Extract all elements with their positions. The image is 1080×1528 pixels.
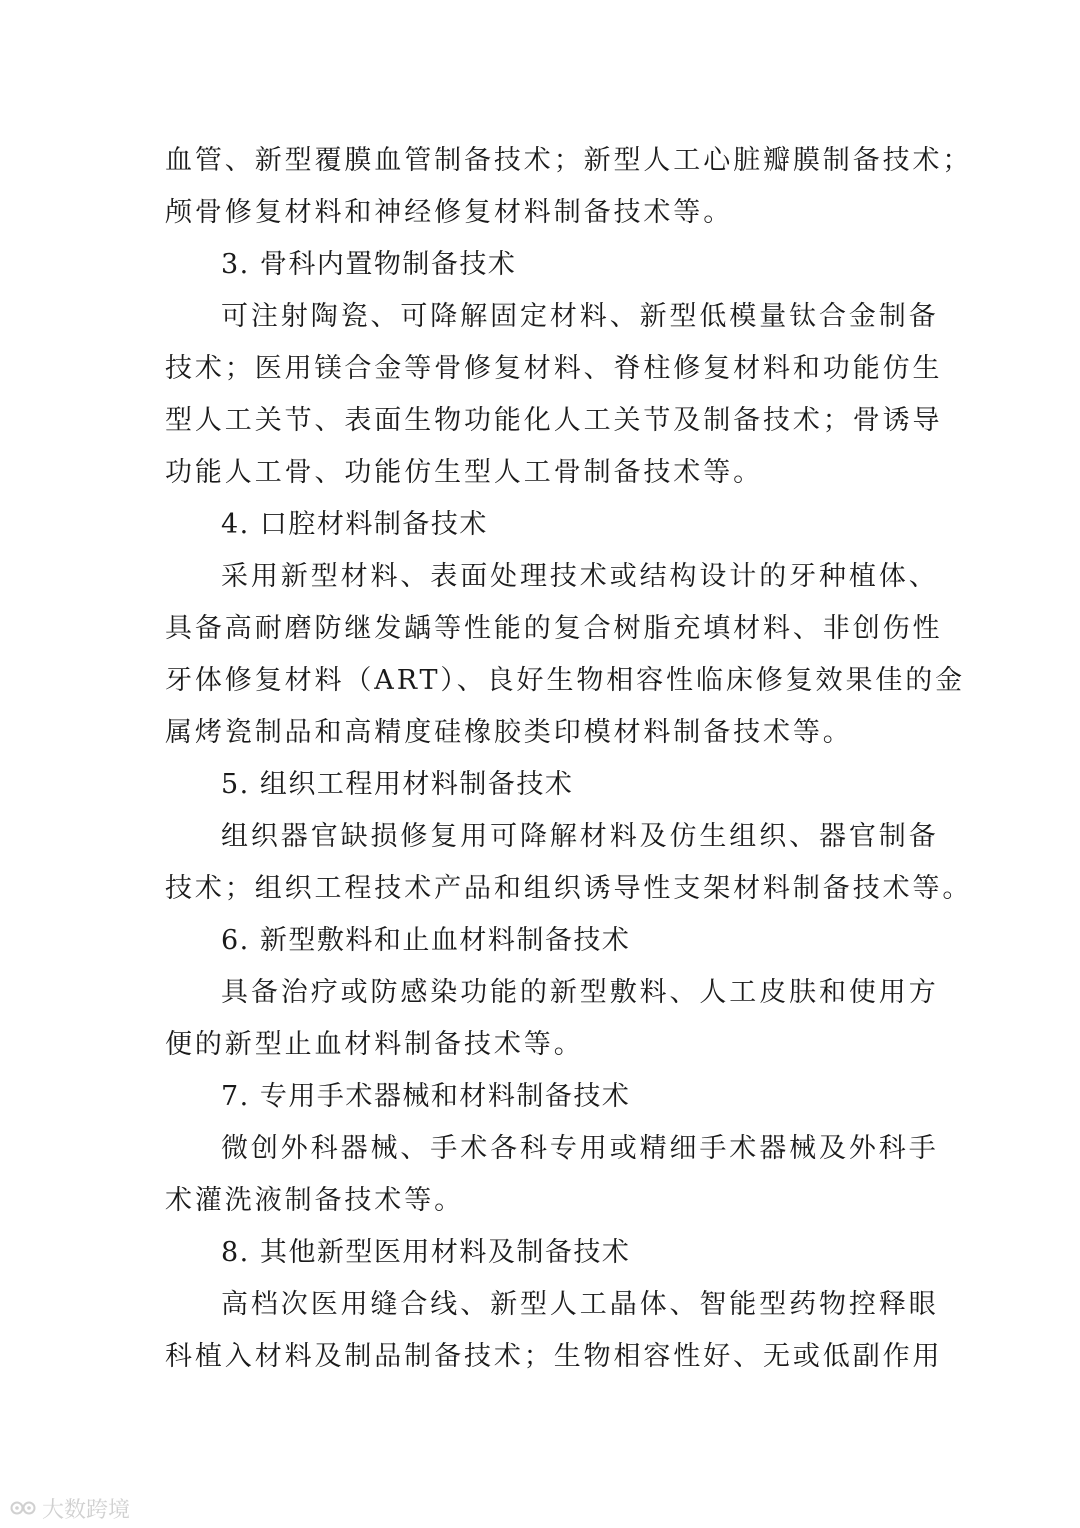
body-line: 技术；组织工程技术产品和组织诱导性支架材料制备技术等。 bbox=[165, 873, 973, 904]
section-heading: 5. 组织工程用材料制备技术 bbox=[221, 769, 574, 800]
body-line: 技术；医用镁合金等骨修复材料、脊柱修复材料和功能仿生 bbox=[165, 353, 943, 384]
brand-logo-icon bbox=[10, 1497, 36, 1519]
section-heading: 6. 新型敷料和止血材料制备技术 bbox=[221, 925, 631, 956]
body-line: 便的新型止血材料制备技术等。 bbox=[165, 1029, 584, 1060]
paragraph-first-line: 采用新型材料、表面处理技术或结构设计的牙种植体、 bbox=[221, 561, 939, 592]
body-line: 功能人工骨、功能仿生型人工骨制备技术等。 bbox=[165, 457, 763, 488]
section-heading: 7. 专用手术器械和材料制备技术 bbox=[221, 1081, 631, 1112]
section-heading: 3. 骨科内置物制备技术 bbox=[221, 249, 517, 280]
watermark bbox=[10, 1493, 130, 1523]
section-heading: 8. 其他新型医用材料及制备技术 bbox=[221, 1237, 631, 1268]
paragraph-first-line: 组织器官缺损修复用可降解材料及仿生组织、器官制备 bbox=[221, 821, 939, 852]
document-body bbox=[165, 135, 973, 1383]
section-heading: 4. 口腔材料制备技术 bbox=[221, 509, 488, 540]
body-line: 颅骨修复材料和神经修复材料制备技术等。 bbox=[165, 197, 734, 228]
body-line: 血管、新型覆膜血管制备技术；新型人工心脏瓣膜制备技术； bbox=[165, 145, 973, 176]
watermark-text: 大数跨境 bbox=[42, 1497, 131, 1523]
paragraph-first-line: 高档次医用缝合线、新型人工晶体、智能型药物控释眼 bbox=[221, 1289, 939, 1320]
paragraph-first-line: 微创外科器械、手术各科专用或精细手术器械及外科手 bbox=[221, 1133, 939, 1164]
body-line: 术灌洗液制备技术等。 bbox=[165, 1185, 464, 1216]
body-line: 牙体修复材料（ART）、良好生物相容性临床修复效果佳的金 bbox=[165, 665, 966, 696]
paragraph-first-line: 具备治疗或防感染功能的新型敷料、人工皮肤和使用方 bbox=[221, 977, 939, 1008]
body-line: 属烤瓷制品和高精度硅橡胶类印模材料制备技术等。 bbox=[165, 717, 853, 748]
body-line: 科植入材料及制品制备技术；生物相容性好、无或低副作用 bbox=[165, 1341, 943, 1372]
paragraph-first-line: 可注射陶瓷、可降解固定材料、新型低模量钛合金制备 bbox=[221, 301, 939, 332]
body-line: 具备高耐磨防继发龋等性能的复合树脂充填材料、非创伤性 bbox=[165, 613, 943, 644]
body-line: 型人工关节、表面生物功能化人工关节及制备技术；骨诱导 bbox=[165, 405, 943, 436]
